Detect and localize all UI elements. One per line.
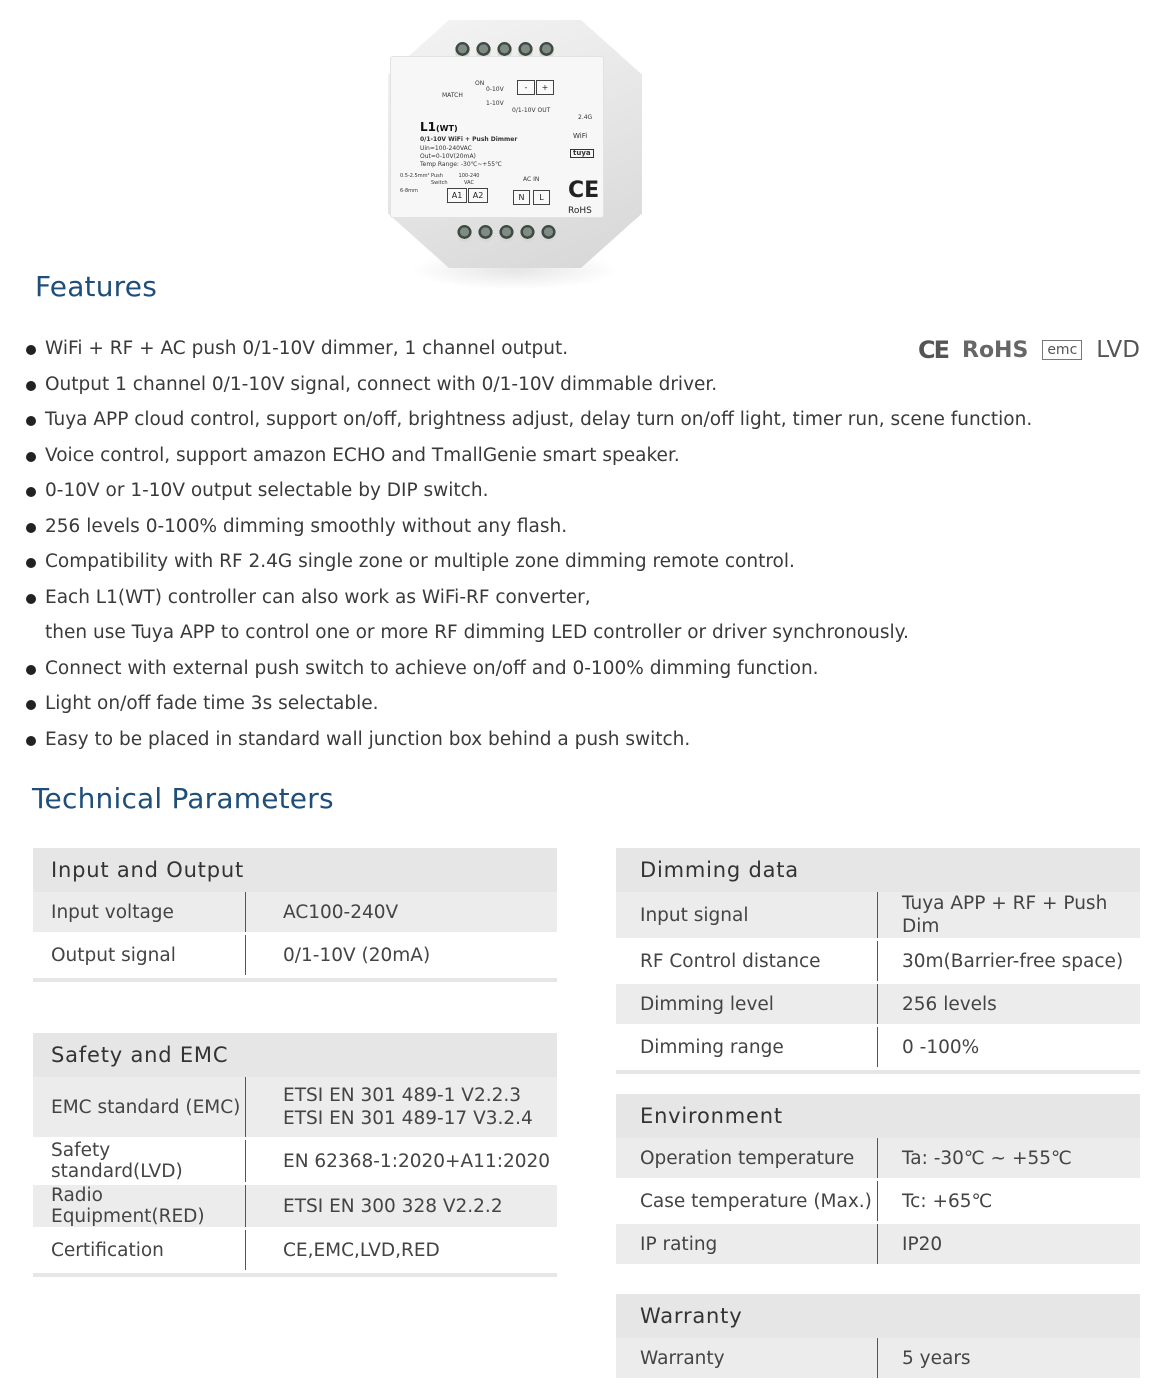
table-row (616, 1138, 1140, 1181)
param-name: IP rating (616, 1224, 878, 1264)
terminal-screw-icon (520, 225, 535, 242)
product-image (380, 10, 650, 300)
table-row (616, 1181, 1140, 1224)
table-end-line (33, 1273, 557, 1277)
warranty-table (616, 1294, 1140, 1381)
table-row (616, 984, 1140, 1027)
feature-text: Connect with external push switch to achieve on/off and 0-100% dimming function. (45, 657, 819, 679)
param-name: RF Control distance (616, 941, 878, 981)
param-name: Dimming range (616, 1027, 878, 1067)
table-title: Environment (616, 1094, 1140, 1138)
table-title: Safety and EMC (33, 1033, 557, 1077)
param-value: 0/1-10V (20mA) (283, 944, 431, 966)
feature-item (24, 402, 1032, 438)
feature-text: Voice control, support amazon ECHO and TmallGenie smart speaker. (45, 444, 680, 466)
n-terminal-label: N (513, 190, 530, 205)
out-label: 0/1-10V OUT (512, 107, 551, 114)
ce-mark-icon: CE (568, 178, 600, 203)
param-value: EN 62368-1:2020+A11:2020 (283, 1150, 551, 1172)
param-name: Radio Equipment(RED) (33, 1185, 246, 1227)
param-value: Tuya APP + RF + Push Dim (902, 893, 1108, 937)
plus-terminal-label: + (536, 80, 554, 95)
safety-emc-table (33, 1033, 557, 1277)
feature-item (24, 686, 1032, 722)
ac-in-label: AC IN (523, 176, 540, 183)
param-name: Safety standard(LVD) (33, 1140, 246, 1182)
wire-spec-a: 0.5-2.5mm² (400, 173, 430, 179)
dimming-data-table (616, 848, 1140, 1074)
technical-parameters-heading: Technical Parameters (32, 782, 334, 815)
feature-text: 0-10V or 1-10V output selectable by DIP switch. (45, 480, 489, 501)
param-value-line: ETSI EN 301 489-1 V2.2.3 (283, 1085, 522, 1106)
feature-item (24, 438, 1032, 474)
match-label: MATCH (442, 92, 463, 99)
feature-text: Easy to be placed in standard wall junction box behind a push switch. (45, 728, 691, 750)
feature-item (24, 580, 1032, 651)
feature-item (24, 367, 1032, 403)
product-line-2: Uin=100-240VAC (420, 145, 472, 152)
table-row (616, 941, 1140, 984)
param-value: IP20 (902, 1233, 943, 1255)
product-model (420, 120, 458, 134)
tuya-logo: tuya (570, 149, 594, 158)
feature-text: 256 levels 0-100% dimming smoothly without any flash. (45, 515, 568, 537)
table-row (33, 1185, 557, 1230)
param-value: Tc: +65℃ (902, 1190, 993, 1212)
param-value-line: ETSI EN 301 489-17 V3.2.4 (283, 1108, 533, 1129)
emc-mark: emc (1042, 340, 1082, 360)
param-name: Input signal (616, 892, 878, 938)
param-value: AC100-240V (283, 901, 399, 923)
features-list (24, 331, 1032, 757)
rohs-mark: RoHS (568, 206, 592, 216)
a2-terminal-label: A2 (468, 188, 488, 203)
product-line-4: Temp Range: -30℃~+55℃ (420, 161, 502, 168)
wifi-label: WiFi (573, 132, 588, 140)
a1-terminal-label: A1 (447, 188, 467, 203)
feature-text: Each L1(WT) controller can also work as WiFi-RF converter, (45, 586, 591, 608)
param-name: EMC standard (EMC) (33, 1077, 246, 1137)
table-row (616, 892, 1140, 941)
feature-item (24, 544, 1032, 580)
param-name: Operation temperature (616, 1138, 878, 1178)
features-heading: Features (35, 270, 157, 303)
table-title: Input and Output (33, 848, 557, 892)
feature-item (24, 651, 1032, 687)
table-title: Warranty (616, 1294, 1140, 1338)
table-row (33, 892, 557, 935)
feature-item (24, 473, 1032, 509)
table-end-line (616, 1070, 1140, 1074)
dip-110-label: 1-10V (486, 100, 504, 107)
product-line-3: Out=0-10V(20mA) (420, 153, 476, 160)
minus-terminal-label: - (517, 80, 535, 95)
param-value: ETSI EN 300 328 V2.2.2 (283, 1195, 503, 1217)
param-name: Certification (33, 1230, 246, 1270)
band-label: 2.4G (578, 114, 593, 121)
feature-continuation: then use Tuya APP to control one or more RF dimming LED controller or driver synchronously. (45, 622, 909, 643)
environment-table (616, 1094, 1140, 1267)
dip-010-label: 0-10V (486, 86, 504, 93)
table-title: Dimming data (616, 848, 1140, 892)
lvd-mark: LVD (1096, 337, 1140, 363)
table-end-line (33, 978, 557, 982)
l-terminal-label: L (533, 190, 550, 205)
dip-on-label: ON (475, 80, 485, 87)
terminal-screw-icon (541, 225, 556, 242)
rohs-mark: RoHS (962, 337, 1029, 363)
terminal-screw-icon (457, 225, 472, 242)
feature-item (24, 722, 1032, 758)
wire-spec-b: 6-8mm (400, 188, 418, 194)
table-row (33, 1077, 557, 1140)
terminal-screw-icon (478, 225, 493, 242)
param-name: Case temperature (Max.) (616, 1181, 878, 1221)
table-row (616, 1224, 1140, 1267)
table-row (616, 1027, 1140, 1070)
param-name: Output signal (33, 935, 246, 975)
param-value: 30m(Barrier-free space) (902, 950, 1124, 972)
feature-text: WiFi + RF + AC push 0/1-10V dimmer, 1 channel output. (45, 338, 569, 359)
table-row (33, 1140, 557, 1185)
param-value: Ta: -30℃ ~ +55℃ (902, 1147, 1072, 1169)
param-value: CE,EMC,LVD,RED (283, 1239, 440, 1261)
table-row (616, 1338, 1140, 1381)
vac-label: 100-240 VAC (458, 173, 480, 186)
product-line-1: 0/1-10V WiFi + Push Dimmer (420, 136, 518, 143)
param-value: 0 -100% (902, 1036, 980, 1058)
terminal-screw-icon (499, 225, 514, 242)
input-output-table (33, 848, 557, 982)
table-row (33, 1230, 557, 1273)
model-suffix: (WT) (436, 124, 458, 133)
ce-mark-icon: CE (917, 336, 948, 364)
param-value: 5 years (902, 1347, 971, 1369)
param-value: 256 levels (902, 993, 997, 1015)
feature-text: Light on/off fade time 3s selectable. (45, 693, 379, 714)
param-value (246, 1084, 557, 1130)
table-row (33, 935, 557, 978)
model-name: L1 (420, 120, 436, 134)
feature-item (24, 509, 1032, 545)
feature-text: Compatibility with RF 2.4G single zone or multiple zone dimming remote control. (45, 551, 795, 572)
push-switch-label: Push Switch (431, 173, 448, 186)
param-name: Warranty (616, 1338, 878, 1378)
feature-item (24, 331, 1032, 367)
param-name: Input voltage (33, 892, 246, 932)
feature-text: Output 1 channel 0/1-10V signal, connect with 0/1-10V dimmable driver. (45, 373, 718, 395)
param-name: Dimming level (616, 984, 878, 1024)
feature-text: Tuya APP cloud control, support on/off, brightness adjust, delay turn on/off light, timer run, scene function. (45, 409, 1033, 430)
